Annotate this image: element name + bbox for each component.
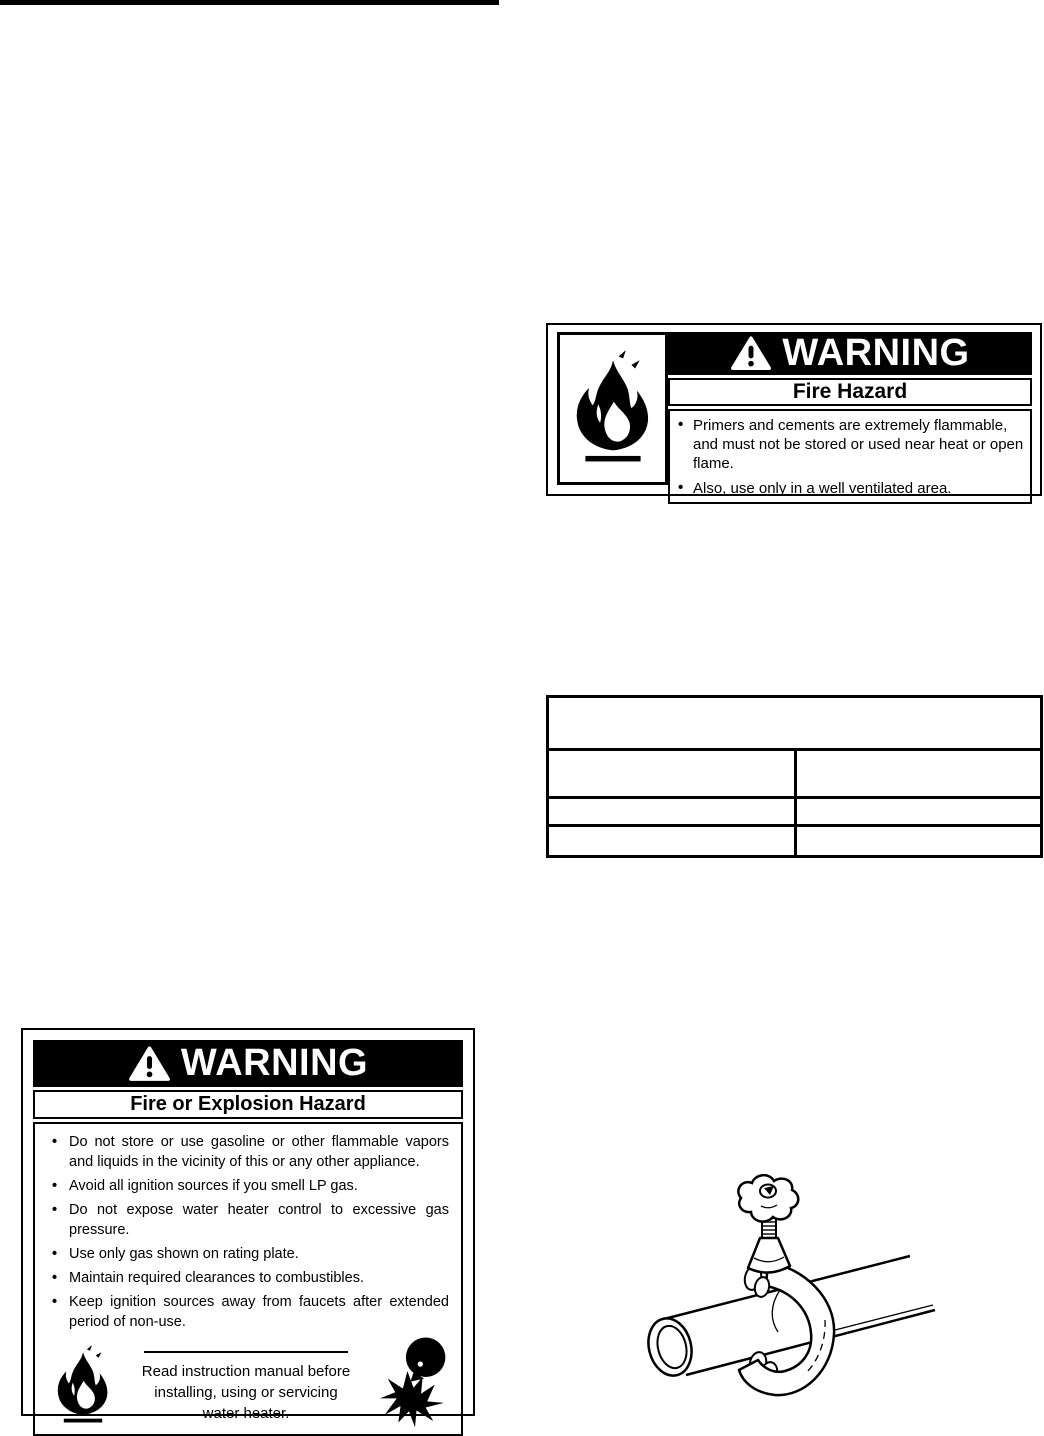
table-row (548, 697, 1042, 750)
top-rule (0, 0, 499, 5)
note-divider (144, 1351, 348, 1353)
pipe-clamp-illustration (620, 1170, 1040, 1425)
hazard-bullet-list (49, 1132, 449, 1332)
table-cell (795, 750, 1041, 798)
list-item: • Primers and cements are extremely flammable, and must not be stored or used near heat or open flame. (676, 416, 1024, 473)
table-row (548, 750, 1042, 798)
list-item: • Maintain required clearances to combustibles. (49, 1268, 449, 1288)
warning-header-bar (33, 1040, 463, 1087)
note-line-text: Read instruction manual before (141, 1363, 351, 1380)
table-cell (548, 750, 796, 798)
hazard-bullets-box (668, 409, 1032, 504)
table-cell (795, 826, 1041, 857)
table-cell (548, 697, 1042, 750)
note-line-text: water heater. (202, 1405, 290, 1422)
hazard-subheader-text: Fire or Explosion Hazard (130, 1093, 366, 1115)
flammable-symbol-box (557, 332, 668, 485)
list-item: • Do not expose water heater control to excessive gas pressure. (49, 1200, 449, 1240)
note-line-text: installing, using or servicing (154, 1384, 338, 1401)
warning-title: WARNING (180, 1042, 369, 1084)
warning-title: WARNING (782, 332, 970, 374)
alert-triangle-icon (730, 335, 772, 372)
hazard-body-box (33, 1122, 463, 1436)
alert-triangle-icon (128, 1045, 171, 1083)
fire-hazard-warning-label (546, 323, 1042, 496)
list-item: • Use only gas shown on rating plate. (49, 1244, 449, 1264)
fire-explosion-warning-label (21, 1028, 475, 1422)
blank-spec-table (546, 695, 1043, 858)
hazard-subheader (668, 378, 1032, 406)
read-manual-note (115, 1351, 377, 1430)
hazard-subheader (33, 1090, 463, 1119)
table-cell (548, 826, 796, 857)
explosion-icon (377, 1334, 453, 1430)
table-cell (795, 798, 1041, 826)
list-item: • Also, use only in a well ventilated area. (676, 479, 1024, 498)
list-item: • Keep ignition sources away from faucets after extended period of non-use. (49, 1292, 449, 1332)
hazard-footer (49, 1334, 449, 1430)
flame-icon (51, 1342, 115, 1430)
fire-hazard-content (668, 332, 1032, 497)
hazard-subheader-text: Fire Hazard (792, 380, 908, 403)
table-row (548, 826, 1042, 857)
hazard-bullet-list (676, 416, 1024, 498)
table-row (548, 798, 1042, 826)
flame-icon (567, 345, 659, 473)
table-cell (548, 798, 796, 826)
list-item: • Avoid all ignition sources if you smell LP gas. (49, 1176, 449, 1196)
warning-header-bar (668, 332, 1032, 375)
list-item: • Do not store or use gasoline or other flammable vapors and liquids in the vicinity of this or any other appliance. (49, 1132, 449, 1172)
